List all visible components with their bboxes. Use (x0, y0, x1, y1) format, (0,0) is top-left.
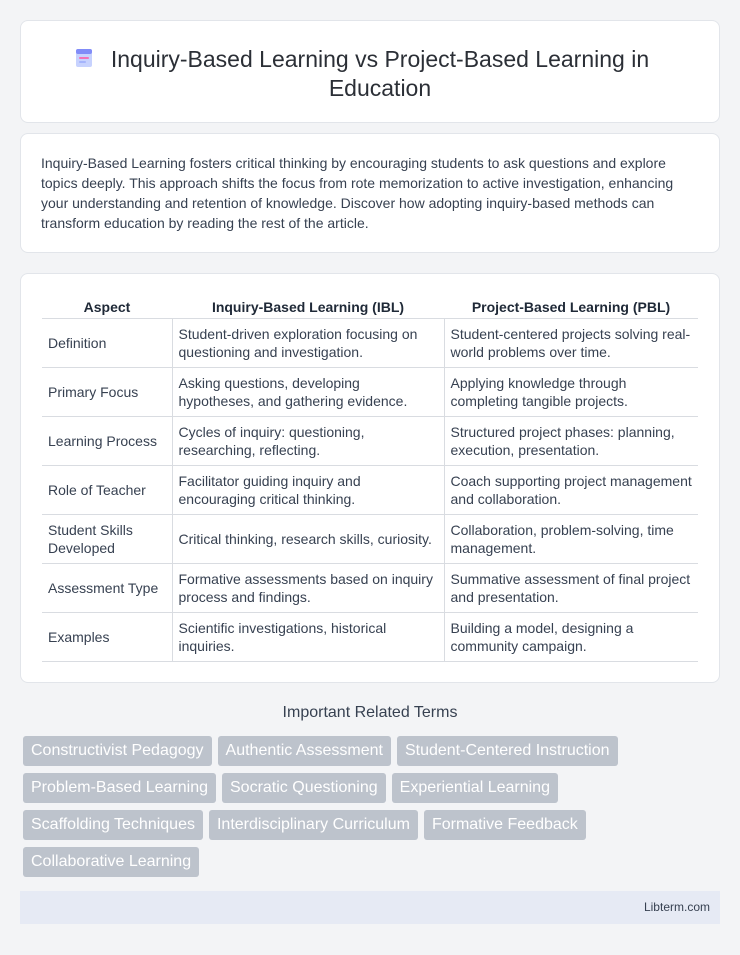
ibl-cell: Facilitator guiding inquiry and encouraging critical thinking. (172, 466, 444, 515)
intro-card (20, 133, 720, 253)
ibl-cell: Critical thinking, research skills, curiosity. (172, 515, 444, 564)
related-terms-list (23, 736, 723, 877)
related-term-tag[interactable]: Formative Feedback (424, 810, 586, 840)
table-header-row (42, 294, 698, 319)
related-term-tag[interactable]: Collaborative Learning (23, 847, 199, 877)
aspect-cell: Definition (42, 319, 172, 368)
related-terms-heading: Important Related Terms (282, 704, 458, 721)
aspect-cell: Learning Process (42, 417, 172, 466)
pbl-cell: Student-centered projects solving real-world problems over time. (444, 319, 698, 368)
pbl-cell: Structured project phases: planning, execution, presentation. (444, 417, 698, 466)
header-ibl: Inquiry-Based Learning (IBL) (172, 294, 444, 319)
header-aspect: Aspect (42, 294, 172, 319)
table-row (42, 319, 698, 368)
pbl-cell: Coach supporting project management and collaboration. (444, 466, 698, 515)
intro-paragraph: Inquiry-Based Learning fosters critical thinking by encouraging students to ask questions and explore topics deeply. This approach shifts the focus from rote memorization to active investigation, enhancing your understanding and retention of knowledge. Discover how adopting inquiry-based methods can transform education by reading the rest of the article. (41, 155, 674, 231)
footer (20, 891, 720, 924)
aspect-cell: Assessment Type (42, 564, 172, 613)
related-term-tag[interactable]: Authentic Assessment (218, 736, 391, 766)
table-row (42, 466, 698, 515)
ibl-cell: Formative assessments based on inquiry process and findings. (172, 564, 444, 613)
related-term-tag[interactable]: Socratic Questioning (222, 773, 386, 803)
header-pbl: Project-Based Learning (PBL) (444, 294, 698, 319)
page-title: Inquiry-Based Learning vs Project-Based Learning in Education (110, 46, 650, 101)
ibl-cell: Scientific investigations, historical inquiries. (172, 613, 444, 662)
aspect-cell: Student Skills Developed (42, 515, 172, 564)
pbl-cell: Applying knowledge through completing tangible projects. (444, 368, 698, 417)
pbl-cell: Collaboration, problem-solving, time management. (444, 515, 698, 564)
pbl-cell: Summative assessment of final project and presentation. (444, 564, 698, 613)
ibl-cell: Asking questions, developing hypotheses, and gathering evidence. (172, 368, 444, 417)
related-term-tag[interactable]: Problem-Based Learning (23, 773, 216, 803)
related-term-tag[interactable]: Constructivist Pedagogy (23, 736, 212, 766)
ibl-cell: Student-driven exploration focusing on questioning and investigation. (172, 319, 444, 368)
table-row (42, 564, 698, 613)
related-term-tag[interactable]: Scaffolding Techniques (23, 810, 203, 840)
table-row (42, 515, 698, 564)
pbl-cell: Building a model, designing a community campaign. (444, 613, 698, 662)
footer-site-link[interactable]: Libterm.com (643, 900, 710, 914)
ibl-cell: Cycles of inquiry: questioning, researching, reflecting. (172, 417, 444, 466)
table-row (42, 417, 698, 466)
related-term-tag[interactable]: Student-Centered Instruction (397, 736, 618, 766)
aspect-cell: Primary Focus (42, 368, 172, 417)
related-term-tag[interactable]: Experiential Learning (392, 773, 558, 803)
related-term-tag[interactable]: Interdisciplinary Curriculum (209, 810, 418, 840)
title-card (20, 20, 720, 123)
comparison-card (20, 273, 720, 683)
aspect-cell: Role of Teacher (42, 466, 172, 515)
table-row (42, 613, 698, 662)
comparison-table (42, 294, 698, 662)
aspect-cell: Examples (42, 613, 172, 662)
table-row (42, 368, 698, 417)
